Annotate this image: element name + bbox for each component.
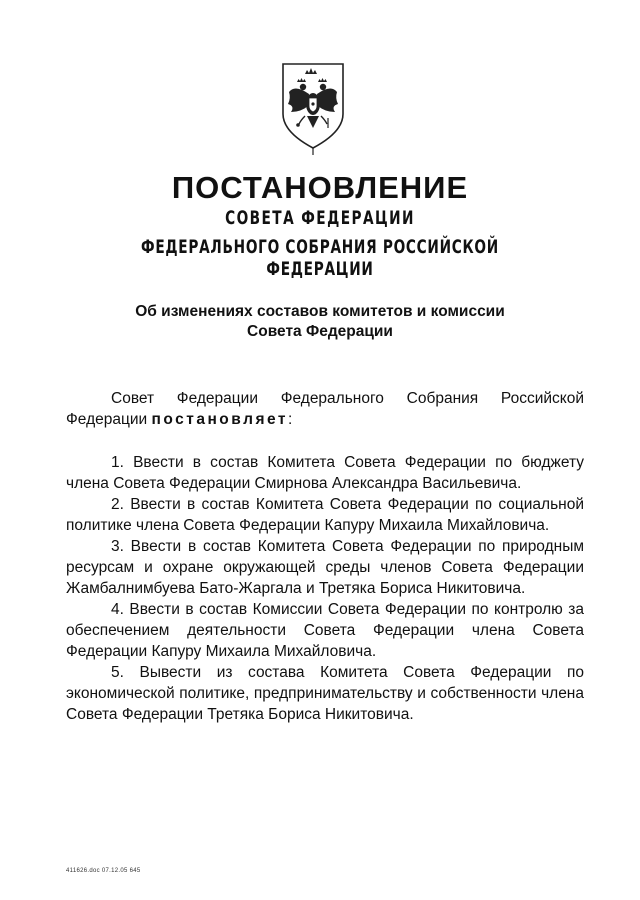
resolution-item-5: 5. Вывести из состава Комитета Совета Федерации по экономической политике, предпринимательству и собственности члена Совета Федерации Третяка Бориса Никитовича. — [66, 664, 584, 723]
resolves-word: постановляет — [151, 411, 288, 428]
resolution-items — [66, 452, 584, 725]
coat-of-arms-emblem — [275, 62, 351, 156]
resolution-item-2: 2. Ввести в состав Комитета Совета Федерации по социальной политике члена Совета Федерации Капуру Михаила Михайловича. — [66, 496, 584, 534]
document-subject — [0, 302, 640, 342]
subject-line-1: Об изменениях составов комитетов и комиссии — [135, 303, 505, 320]
preamble-colon: : — [288, 411, 293, 428]
preamble-text: Совет Федерации Федерального Собрания Российской Федерации — [66, 390, 584, 428]
resolution-item-3: 3. Ввести в состав Комитета Совета Федерации по природным ресурсам и охране окружающей среды членов Совета Федерации Жамбалнимбуева Бато-Жаргала и Третяка Бориса Никитовича. — [66, 538, 584, 597]
issuer-line-1: СОВЕТА ФЕДЕРАЦИИ — [225, 207, 415, 229]
resolution-item-1: 1. Ввести в состав Комитета Совета Федерации по бюджету члена Совета Федерации Смирнова Александра Васильевича. — [66, 454, 584, 492]
file-reference-note: 411626.doc 07.12.05 645 — [66, 868, 141, 874]
preamble — [66, 388, 584, 430]
resolution-item-4: 4. Ввести в состав Комиссии Совета Федерации по контролю за обеспечением деятельности Совета Федерации члена Совета Федерации Капуру Михаила Михайловича. — [66, 601, 584, 660]
issuer-line-2: ФЕДЕРАЛЬНОГО СОБРАНИЯ РОССИЙСКОЙ ФЕДЕРАЦИИ — [141, 236, 499, 280]
coat-of-arms-icon — [275, 62, 351, 156]
preamble-paragraph — [66, 388, 584, 430]
document-title: ПОСТАНОВЛЕНИЕ — [171, 170, 469, 205]
subject-line-2: Совета Федерации — [247, 323, 393, 340]
